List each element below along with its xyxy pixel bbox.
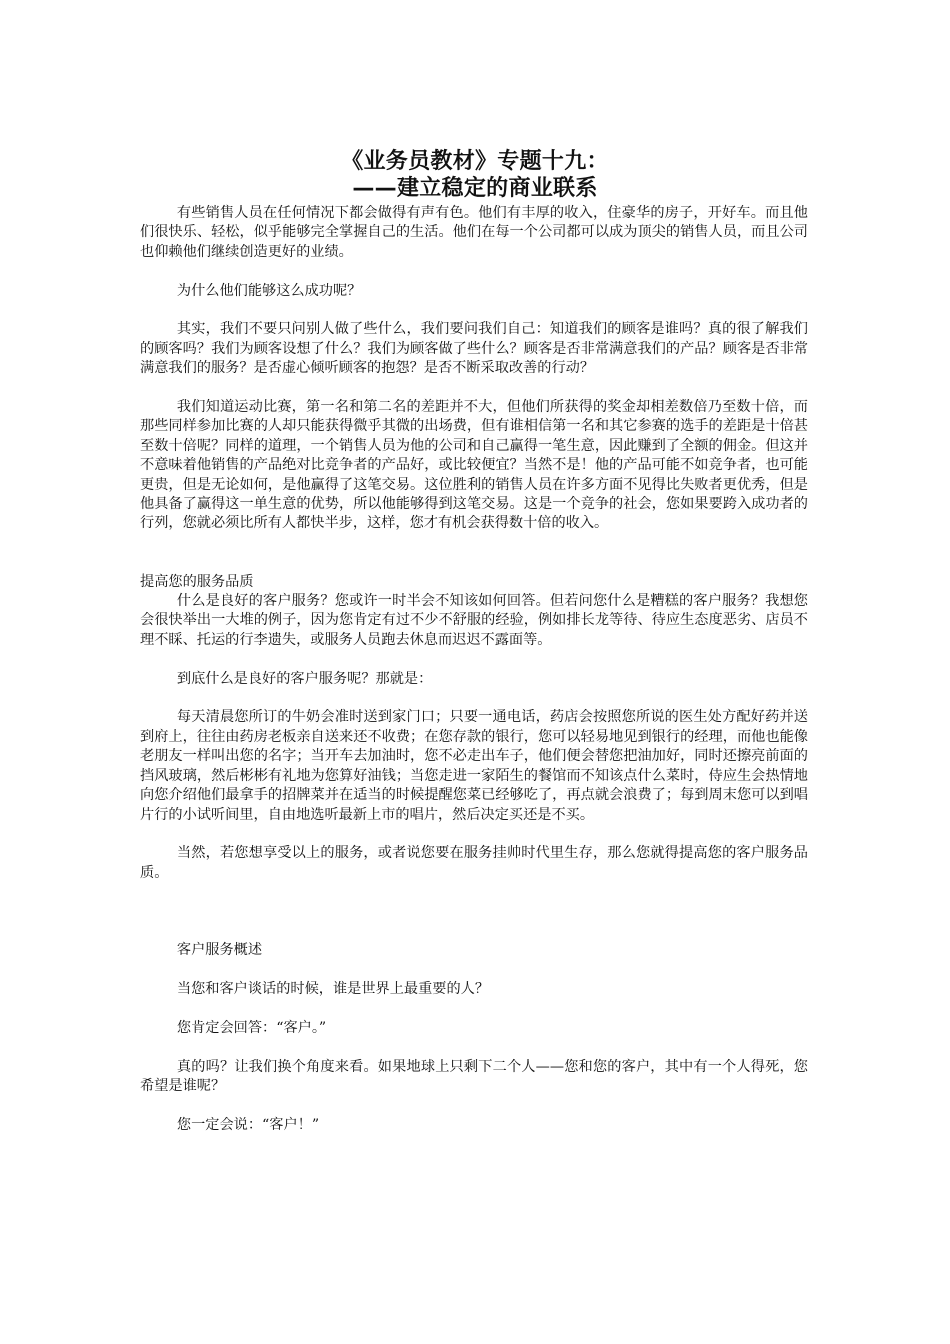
paragraph: 其实，我们不要只问别人做了些什么，我们要问我们自己：知道我们的顾客是谁吗？真的很了解我们的顾客吗？我们为顾客设想了什么？我们为顾客做了些什么？顾客是否非常满意我们的产品？顾客是否非常满意我们的服务？是否虚心倾听顾客的抱怨？是否不断采取改善的行动？ — [140, 321, 808, 377]
section-spacer — [140, 534, 808, 573]
title-line-1: 《业务员教材》专题十九： — [341, 149, 609, 174]
paragraph-spacer — [140, 689, 808, 708]
paragraph: 您肯定会回答：“客户。” — [176, 1019, 327, 1036]
paragraph: 我们知道运动比赛，第一名和第二名的差距并不大，但他们所获得的奖金却相差数倍乃至数十倍，而那些同样参加比赛的人却只能获得微乎其微的出场费，但有谁相信第一名和其它参赛的选手的差距是十倍甚至数十倍呢？同样的道理，一个销售人员为他的公司和自己赢得一笔生意，因此赚到了全额的佣金。但这并不意味着他销售的产品绝对比竞争者的产品好，或比较便宜？当然不是！他的产品可能不如竞争者，也可能更贵，但是无论如何，是他赢得了这笔交易。这位胜利的销售人员在许多方面不见得比失败者更优秀，但是他具备了赢得这一单生意的优势，所以他能够得到这笔交易。这是一个竞争的社会，您如果要跨入成功者的行列，您就必须比所有人都快半步，这样，您才有机会获得数十倍的收入。 — [140, 399, 808, 532]
paragraph-spacer — [140, 825, 808, 844]
paragraph: 当您和客户谈话的时候，谁是世界上最重要的人？ — [176, 981, 490, 998]
paragraph-spacer — [140, 262, 808, 281]
paragraph: 真的吗？让我们换个角度来看。如果地球上只剩下二个人——您和您的客户，其中有一个人得死，您希望是谁呢？ — [140, 1058, 808, 1095]
paragraph-spacer — [140, 1000, 808, 1019]
paragraph-spacer — [140, 650, 808, 669]
paragraph: 每天清晨您所订的牛奶会准时送到家门口；只要一通电话，药店会按照您所说的医生处方配好药并送到府上，往往由药房老板亲自送来还不收费；在您存款的银行，您可以轻易地见到银行的经理，而他也能像老朋友一样叫出您的名字；当开车去加油时，您不必走出车子，他们便会替您把油加好，同时还擦亮前面的挡风玻璃，然后彬彬有礼地为您算好油钱；当您走进一家陌生的餐馆而不知该点什么菜时，侍应生会热情地向您介绍他们最拿手的招牌菜并在适当的时候提醒您菜已经够吃了，再点就会浪费了；每到周末您可以到唱片行的小试听间里，自由地选听最新上市的唱片，然后决定买还是不买。 — [140, 709, 808, 823]
title-line-2: ——建立稳定的商业联系 — [352, 176, 598, 201]
document-body — [140, 204, 808, 1135]
paragraph: 您一定会说：“客户！” — [176, 1116, 320, 1133]
paragraph-spacer — [140, 1097, 808, 1116]
paragraph-spacer — [140, 301, 808, 320]
paragraph: 有些销售人员在任何情况下都会做得有声有色。他们有丰厚的收入，住豪华的房子，开好车。而且他们很快乐、轻松，似乎能够完全掌握自己的生活。他们在每一个公司都可以成为顶尖的销售人员，而且公司也仰赖他们继续创造更好的业绩。 — [140, 205, 808, 260]
paragraph: 为什么他们能够这么成功呢？ — [176, 282, 362, 299]
paragraph-spacer — [140, 961, 808, 980]
paragraph: 到底什么是良好的客户服务呢？那就是： — [176, 670, 433, 687]
section-heading: 提高您的服务品质 — [140, 573, 254, 590]
paragraph-spacer — [140, 379, 808, 398]
paragraph: 什么是良好的客户服务？您或许一时半会不知该如何回答。但若问您什么是糟糕的客户服务？我想您会很快举出一大堆的例子，因为您肯定有过不少不舒服的经验，例如排长龙等待、待应生态度恶劣、店员不理不睬、托运的行李遗失，或服务人员跑去休息而迟迟不露面等。 — [140, 593, 808, 648]
section-heading: 客户服务概述 — [176, 942, 263, 959]
paragraph: 当然，若您想享受以上的服务，或者说您要在服务挂帅时代里生存，那么您就得提高您的客户服务品质。 — [140, 845, 808, 881]
paragraph-spacer — [140, 1038, 808, 1057]
section-spacer — [140, 883, 808, 941]
document-title — [140, 148, 810, 202]
